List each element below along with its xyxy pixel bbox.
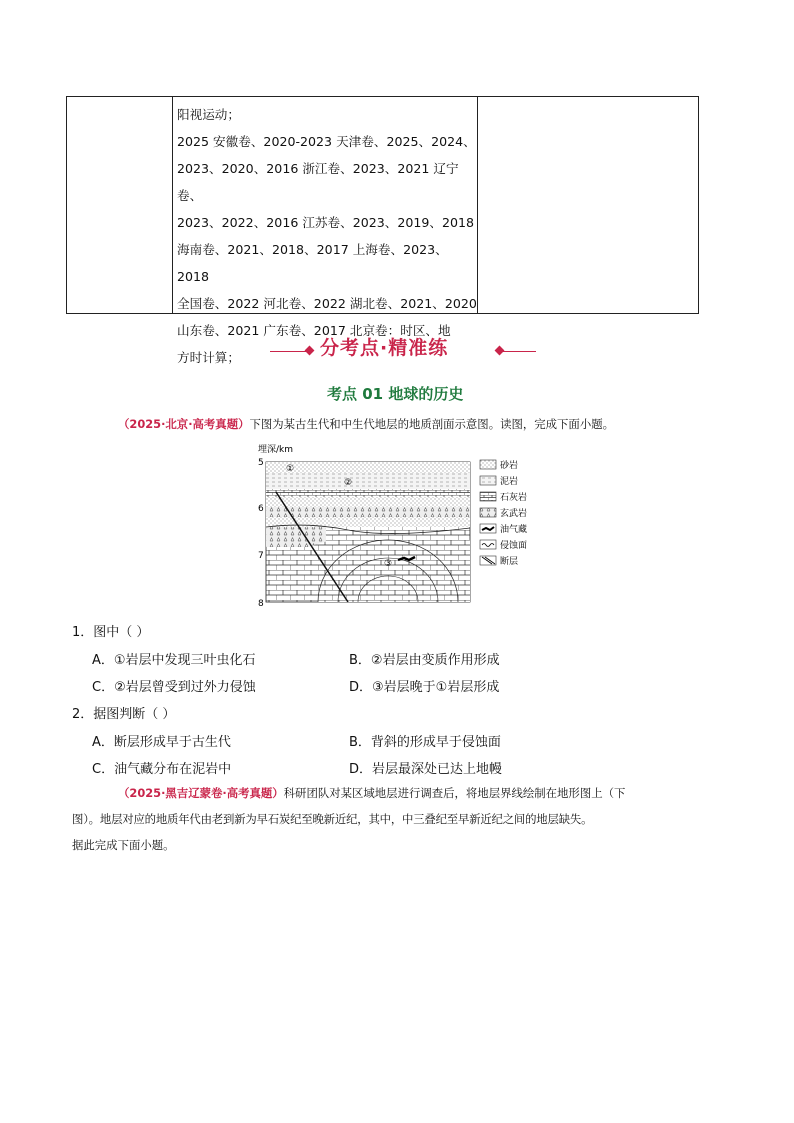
question-intro (118, 411, 738, 437)
geologic-section-figure (248, 440, 548, 612)
depth-tick-7: 7 (258, 551, 264, 561)
q1-option-c[interactable]: C．②岩层曾受到过外力侵蚀 (92, 680, 256, 695)
q2-option-c[interactable]: C．油气藏分布在泥岩中 (92, 762, 232, 777)
table-cell-content (177, 101, 477, 371)
legend-basalt: 玄武岩 (500, 509, 528, 519)
table-line: 2025 安徽卷、2020-2023 天津卷、2025、2024、 (177, 134, 476, 149)
question-source-2: （2025·黑吉辽蒙卷·高考真题） (118, 786, 284, 800)
question-source: （2025·北京·高考真题） (118, 417, 250, 431)
depth-tick-8: 8 (258, 599, 264, 609)
question-1-stem: 1．图中（ ） (72, 625, 150, 640)
question-intro-2-line1 (118, 780, 738, 806)
table-line: 2023、2020、2016 浙江卷、2023、2021 辽宁卷、 (177, 161, 459, 203)
table-divider (172, 97, 173, 313)
topic-title: 考点 01 地球的历史 (327, 385, 464, 403)
q2-option-a[interactable]: A．断层形成早于古生代 (92, 735, 231, 750)
intro-text: 下图为某古生代和中生代地层的地质剖面示意图。读图，完成下面小题。 (249, 417, 614, 431)
legend-oil-gas: 油气藏 (500, 525, 528, 535)
q2-option-d[interactable]: D．岩层最深处已达上地幔 (349, 762, 503, 777)
layer-label-3: ③ (384, 559, 393, 569)
table-line: 全国卷、2022 河北卷、2022 湖北卷、2021、2020 (177, 296, 477, 311)
layer-label-2: ② (344, 478, 353, 488)
legend-sandstone: 砂岩 (500, 461, 519, 471)
legend-erosion-surface: 侵蚀面 (500, 541, 528, 551)
table-line: 山东卷、2021 广东卷、2017 北京卷：时区、地 (177, 323, 451, 338)
depth-tick-5: 5 (258, 458, 264, 468)
intro-2-text-3: 据此完成下面小题。 (72, 838, 175, 852)
layer-label-1: ① (286, 464, 295, 474)
question-2-stem: 2．据图判断（ ） (72, 707, 176, 722)
section-rule-left (270, 351, 310, 352)
q1-option-d[interactable]: D．③岩层晚于①岩层形成 (349, 680, 500, 695)
table-line: 阳视运动； (177, 107, 240, 122)
legend-fault: 断层 (500, 557, 519, 567)
intro-2-text-1: 科研团队对某区域地层进行调查后，将地层界线绘制在地形图上（下 (283, 786, 626, 800)
q2-option-b[interactable]: B．背斜的形成早于侵蚀面 (349, 735, 501, 750)
section-title: 分考点·精准练 (320, 337, 449, 359)
table-line: 方时计算； (177, 350, 240, 365)
table-divider (477, 97, 478, 313)
table-line: 海南卷、2021、2018、2017 上海卷、2023、2018 (177, 242, 448, 284)
y-axis-label: 埋深/km (258, 445, 294, 455)
intro-2-text-2: 图）。地层对应的地质年代由老到新为早石炭纪至晚新近纪，其中，中三叠纪至早新近纪之间的地层缺失。 (72, 812, 593, 826)
table-line: 2023、2022、2016 江苏卷、2023、2019、2018 (177, 215, 475, 230)
legend-mudstone: 泥岩 (500, 477, 519, 487)
legend-limestone: 石灰岩 (500, 493, 528, 503)
q1-option-a[interactable]: A．①岩层中发现三叶虫化石 (92, 653, 256, 668)
depth-tick-6: 6 (258, 504, 264, 514)
q1-option-b[interactable]: B．②岩层由变质作用形成 (349, 653, 500, 668)
section-rule-right (500, 351, 536, 352)
